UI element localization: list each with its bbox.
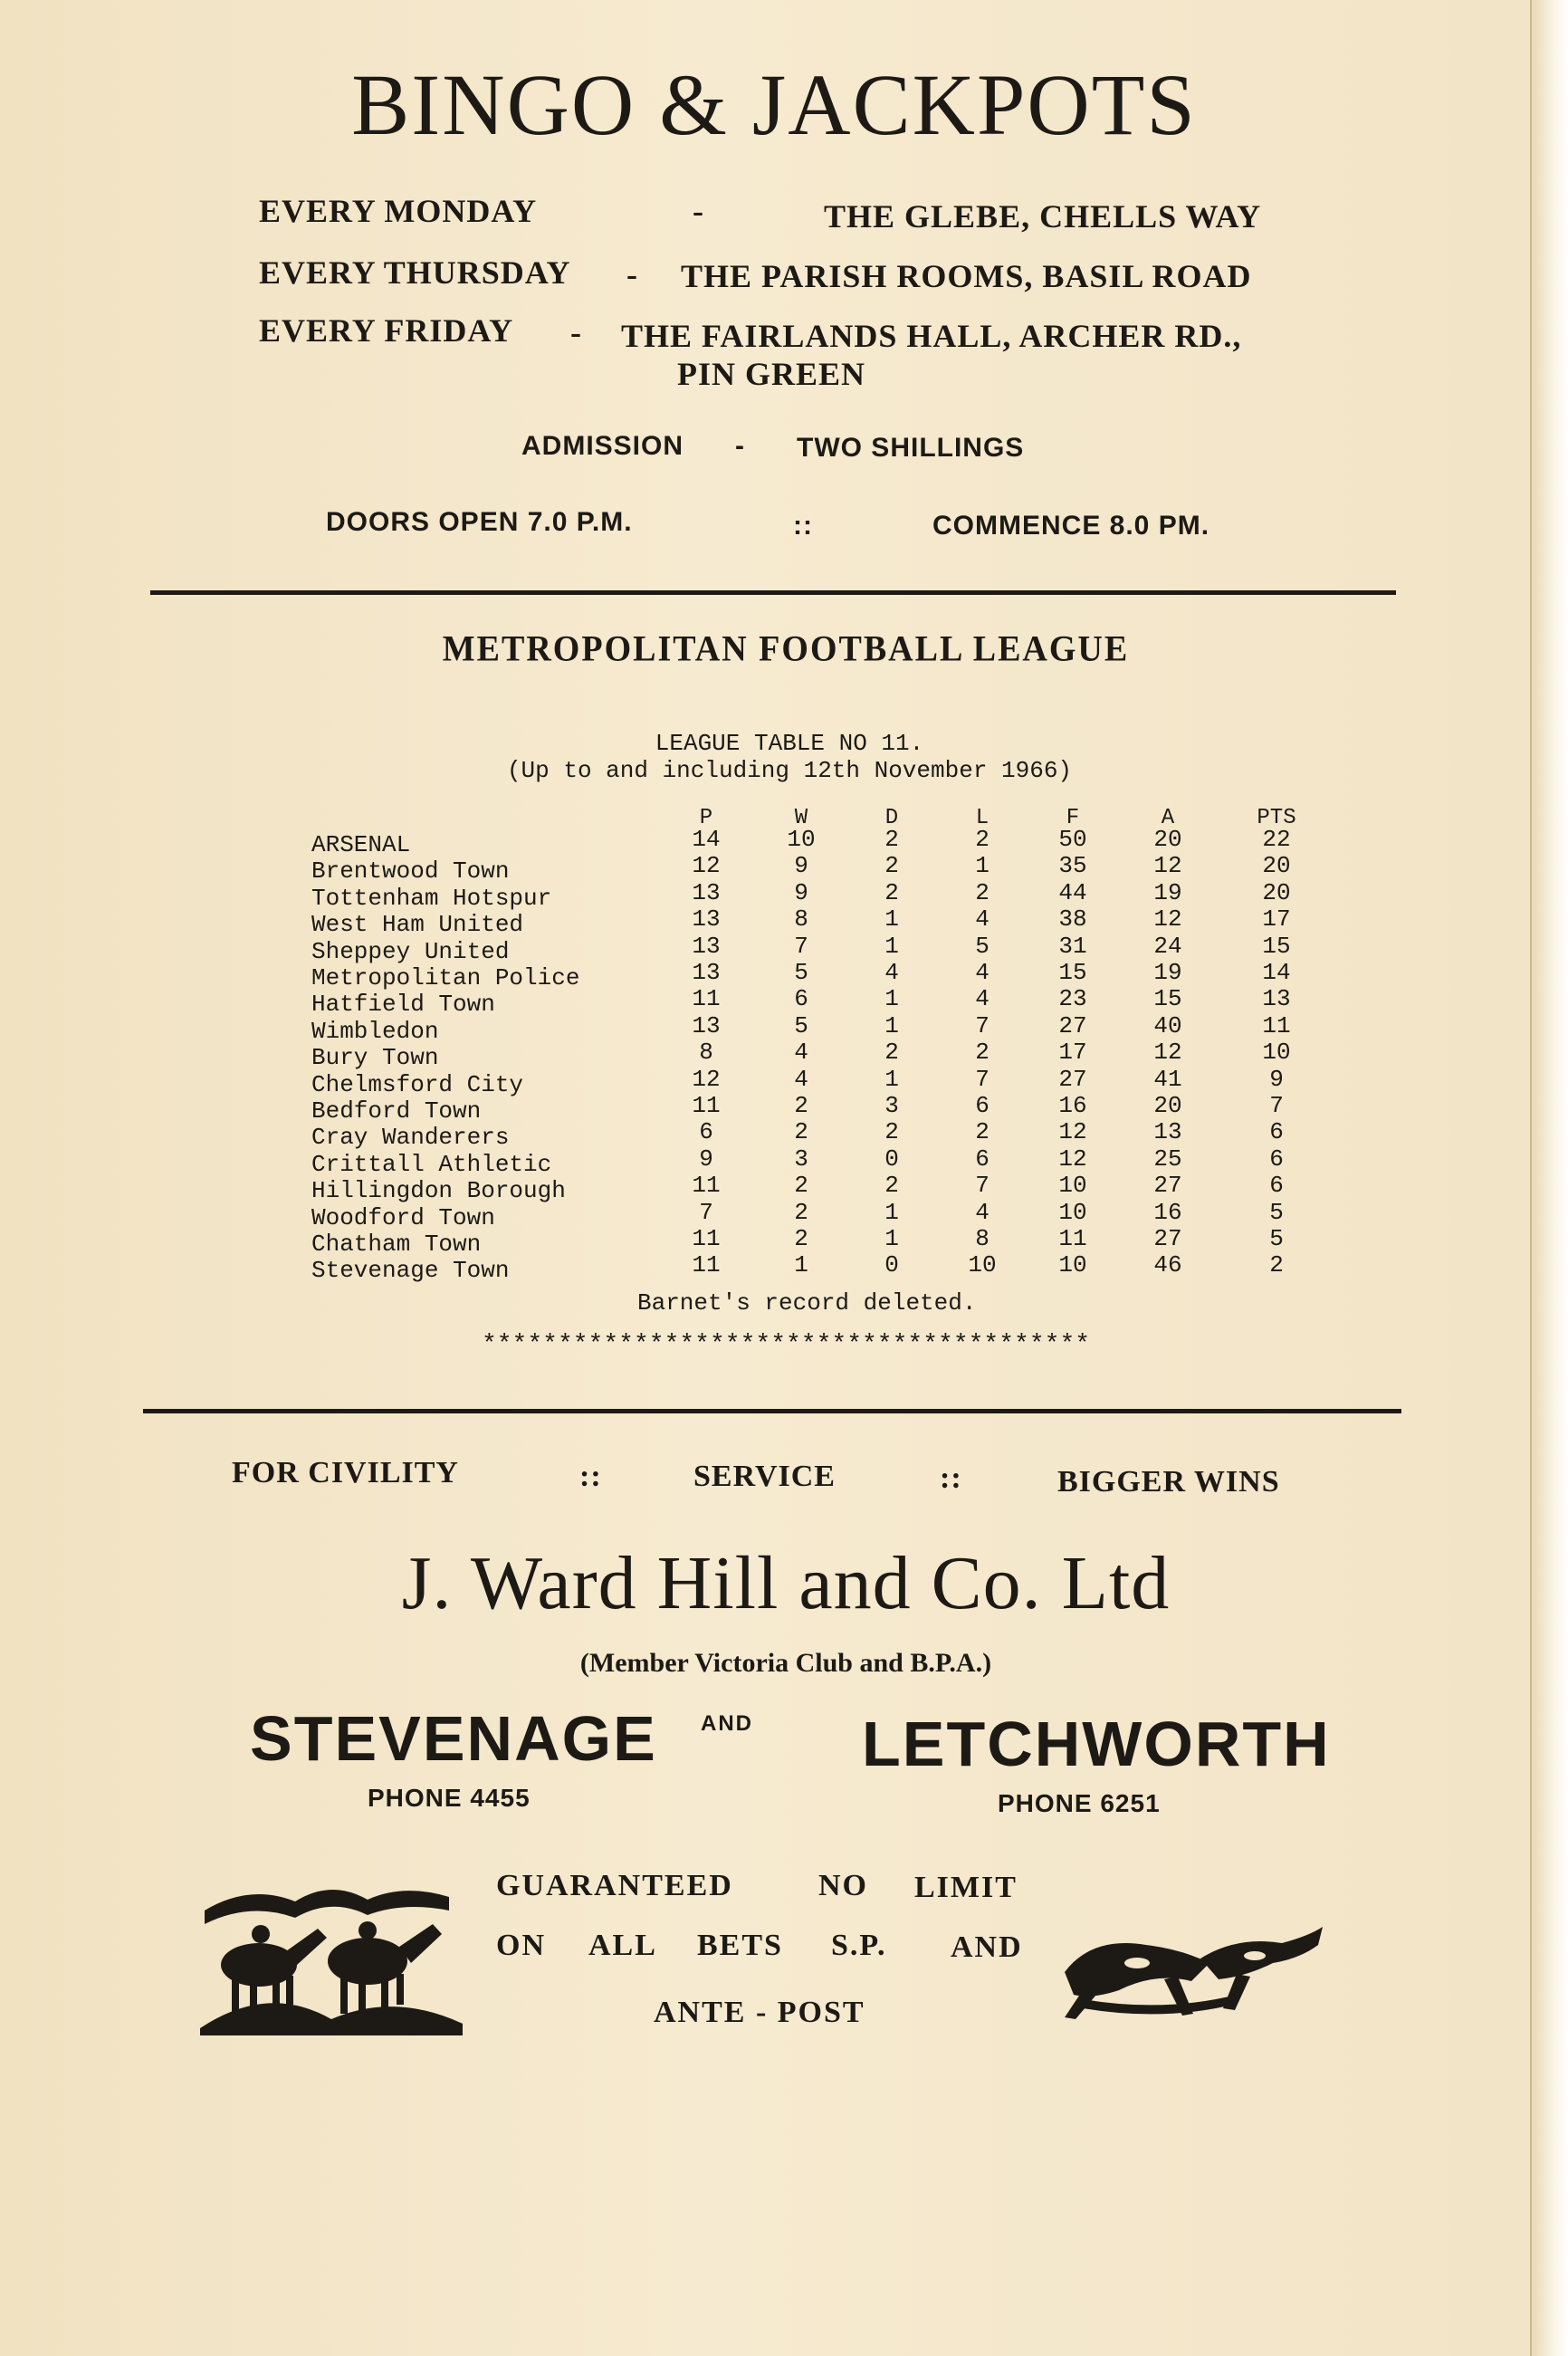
stat-a: 16 [1153,1198,1182,1226]
stat-a: 12 [1153,1039,1182,1067]
stat-d: 1 [884,1065,899,1093]
stat-a: 40 [1153,1011,1182,1039]
column-header-l: L [975,806,990,830]
admission-price: TWO SHILLINGS [797,433,1025,463]
divider-bottom [143,1409,1401,1413]
stat-pts: 2 [1269,1251,1284,1279]
stat-pts: 17 [1262,905,1291,934]
bets-word-1: ON [496,1929,546,1962]
stat-d: 1 [884,932,899,960]
stat-a: 19 [1153,959,1182,986]
league-table-number: LEAGUE TABLE NO 11. [655,730,924,757]
stat-f: 10 [1058,1172,1087,1200]
guarantee-word-2: NO [818,1869,868,1902]
stat-p: 11 [692,1225,721,1252]
slogan-civility: FOR CIVILITY [232,1456,459,1489]
stat-l: 7 [975,1065,990,1093]
stat-f: 17 [1058,1039,1087,1067]
doors-sep: :: [793,511,813,541]
stat-l: 4 [975,985,990,1013]
guarantee-word-1: GUARANTEED [496,1869,733,1902]
stat-l: 4 [975,959,990,986]
stat-d: 0 [884,1144,899,1173]
stat-p: 8 [699,1039,713,1067]
stat-p: 13 [692,1011,721,1039]
event-venue-friday-line2: PIN GREEN [677,356,866,392]
stat-pts: 13 [1262,985,1291,1013]
ante-post: ANTE - POST [654,1996,865,2029]
stat-w: 6 [794,985,808,1013]
bingo-heading: BINGO & JACKPOTS [351,56,1197,153]
stat-f: 27 [1058,1011,1087,1039]
stat-p: 11 [692,1251,721,1279]
team-name: Crittall Athletic [311,1150,552,1178]
stat-f: 31 [1058,932,1087,960]
stat-d: 1 [884,1011,899,1039]
stat-l: 4 [975,905,990,934]
stat-w: 9 [794,852,808,880]
stat-l: 5 [975,932,990,960]
stat-a: 12 [1153,852,1182,880]
stat-pts: 7 [1269,1092,1284,1119]
stat-w: 2 [794,1198,808,1226]
stat-f: 10 [1058,1198,1087,1226]
stat-pts: 22 [1262,826,1291,853]
stat-f: 50 [1058,826,1087,853]
stat-f: 27 [1058,1065,1087,1093]
stat-d: 2 [884,852,899,880]
stat-l: 2 [975,826,990,853]
stat-a: 24 [1153,932,1182,960]
stat-d: 3 [884,1092,899,1119]
stat-p: 11 [692,985,721,1013]
divider-top [150,590,1396,595]
stat-a: 41 [1153,1065,1182,1093]
stat-d: 2 [884,1039,899,1067]
stat-pts: 5 [1269,1225,1284,1252]
stat-f: 15 [1058,959,1087,986]
event-sep-monday: - [693,193,704,229]
team-name: ARSENAL [311,831,411,858]
stat-w: 8 [794,905,808,934]
stat-f: 44 [1058,878,1087,906]
stat-w: 5 [794,1011,808,1039]
town-stevenage: STEVENAGE [250,1703,657,1774]
stat-l: 1 [975,852,990,880]
event-sep-thursday: - [626,256,638,292]
stat-pts: 5 [1269,1198,1284,1226]
stat-d: 1 [884,985,899,1013]
stat-p: 13 [692,905,721,934]
company-membership: (Member Victoria Club and B.P.A.) [579,1648,992,1678]
stat-w: 7 [794,932,808,960]
stat-d: 1 [884,905,899,934]
stat-a: 27 [1153,1225,1182,1252]
horse-racing-illustration [196,1874,467,2037]
stat-pts: 15 [1262,932,1291,960]
stat-a: 13 [1153,1118,1182,1146]
stat-f: 16 [1058,1092,1087,1119]
column-header-d: D [884,806,899,830]
team-name: Sheppey United [311,937,510,965]
guarantee-word-3: LIMIT [914,1871,1018,1904]
league-table-date: (Up to and including 12th November 1966) [506,757,1073,784]
stat-w: 1 [794,1251,808,1279]
bets-word-3: BETS [697,1929,783,1962]
event-venue-monday: THE GLEBE, CHELLS WAY [824,198,1262,235]
stat-l: 8 [975,1225,990,1252]
stat-pts: 11 [1262,1011,1291,1039]
stat-w: 3 [794,1144,808,1173]
stat-w: 2 [794,1092,808,1119]
stat-p: 13 [692,878,721,906]
stat-d: 2 [884,1118,899,1146]
stat-p: 11 [692,1092,721,1119]
stat-pts: 6 [1269,1172,1284,1200]
stat-a: 12 [1153,905,1182,934]
stat-p: 13 [692,932,721,960]
stat-l: 6 [975,1144,990,1173]
team-name: Bury Town [311,1044,439,1072]
column-header-w: W [794,806,808,830]
slogan-bigger-wins: BIGGER WINS [1057,1465,1280,1499]
stat-a: 46 [1153,1251,1182,1279]
stat-pts: 20 [1262,852,1291,880]
team-name: West Ham United [311,911,524,939]
stat-pts: 9 [1269,1065,1284,1093]
league-note: Barnet's record deleted. [637,1289,977,1317]
stat-d: 2 [884,878,899,906]
doors-open: DOORS OPEN 7.0 P.M. [326,507,633,537]
team-name: Cray Wanderers [311,1124,510,1152]
stat-d: 4 [884,959,899,986]
team-name: Metropolitan Police [311,964,580,991]
team-name: Chelmsford City [311,1070,524,1098]
stat-w: 4 [794,1039,808,1067]
bets-word-2: ALL [588,1929,657,1962]
greyhound-illustration [1056,1909,1327,2026]
team-name: Tottenham Hotspur [311,884,552,912]
star-divider: **************************************** [481,1331,1091,1359]
slogan-sep-1: :: [579,1460,602,1493]
team-name: Chatham Town [311,1231,482,1258]
event-venue-friday: THE FAIRLANDS HALL, ARCHER RD., [621,318,1242,354]
stat-l: 7 [975,1011,990,1039]
stat-pts: 10 [1262,1039,1291,1067]
slogan-service: SERVICE [693,1460,836,1493]
stat-pts: 20 [1262,878,1291,906]
event-day-monday: EVERY MONDAY [259,193,538,229]
stat-d: 1 [884,1225,899,1252]
stat-d: 2 [884,1172,899,1200]
slogan-sep-2: :: [940,1461,962,1495]
event-sep-friday: - [570,314,582,350]
town-and: AND [701,1711,753,1736]
stat-p: 11 [692,1172,721,1200]
stat-a: 25 [1153,1144,1182,1173]
stat-d: 0 [884,1251,899,1279]
column-header-pts: PTS [1257,806,1296,830]
town-letchworth: LETCHWORTH [862,1709,1331,1779]
team-name: Stevenage Town [311,1257,510,1285]
team-name: Wimbledon [311,1017,439,1045]
stat-d: 2 [884,826,899,853]
stat-f: 12 [1058,1144,1087,1173]
stat-a: 20 [1153,1092,1182,1119]
stat-p: 9 [699,1144,713,1173]
stat-a: 15 [1153,985,1182,1013]
stat-w: 5 [794,959,808,986]
team-name: Brentwood Town [311,857,510,886]
team-name: Hatfield Town [311,991,495,1019]
stat-a: 27 [1153,1172,1182,1200]
stat-l: 7 [975,1172,990,1200]
stat-p: 7 [699,1198,713,1226]
stat-w: 10 [787,826,816,853]
stat-pts: 6 [1269,1118,1284,1146]
stat-l: 4 [975,1198,990,1226]
stat-l: 2 [975,1118,990,1146]
stat-w: 4 [794,1065,808,1093]
league-title: METROPOLITAN FOOTBALL LEAGUE [442,628,1130,670]
event-day-friday: EVERY FRIDAY [259,312,514,349]
stat-f: 12 [1058,1118,1087,1146]
stat-d: 1 [884,1198,899,1226]
stat-p: 12 [692,852,721,880]
page-edge [1530,0,1568,2356]
stat-f: 11 [1058,1225,1087,1252]
stat-pts: 14 [1262,959,1291,986]
stat-p: 6 [699,1118,713,1146]
company-name: J. Ward Hill and Co. Ltd [401,1541,1171,1625]
admission-label: ADMISSION [521,431,684,461]
stat-l: 6 [975,1092,990,1119]
commence-time: COMMENCE 8.0 PM. [932,511,1210,541]
stat-w: 2 [794,1118,808,1146]
phone-letchworth: PHONE 6251 [998,1789,1161,1817]
phone-stevenage: PHONE 4455 [368,1784,531,1812]
stat-l: 2 [975,1039,990,1067]
bets-word-5: AND [951,1930,1023,1964]
team-name: Bedford Town [311,1097,482,1125]
column-header-p: P [699,806,713,830]
column-header-f: F [1066,806,1080,830]
stat-w: 2 [794,1225,808,1252]
stat-p: 13 [692,959,721,986]
stat-w: 9 [794,878,808,906]
stat-f: 10 [1058,1251,1087,1279]
stat-pts: 6 [1269,1144,1284,1173]
stat-a: 20 [1153,826,1182,853]
team-name: Hillingdon Borough [311,1177,566,1205]
stat-f: 38 [1058,905,1087,934]
stat-a: 19 [1153,878,1182,906]
bets-word-4: S.P. [831,1929,887,1962]
stat-f: 23 [1058,985,1087,1013]
team-name: Woodford Town [311,1203,495,1231]
stat-f: 35 [1058,852,1087,880]
stat-l: 10 [968,1251,997,1279]
event-venue-thursday: THE PARISH ROOMS, BASIL ROAD [681,258,1252,294]
stat-l: 2 [975,878,990,906]
admission-sep: - [735,431,745,461]
stat-p: 12 [692,1065,721,1093]
event-day-thursday: EVERY THURSDAY [259,254,571,291]
stat-p: 14 [692,826,721,853]
stat-w: 2 [794,1172,808,1200]
column-header-a: A [1161,806,1175,830]
